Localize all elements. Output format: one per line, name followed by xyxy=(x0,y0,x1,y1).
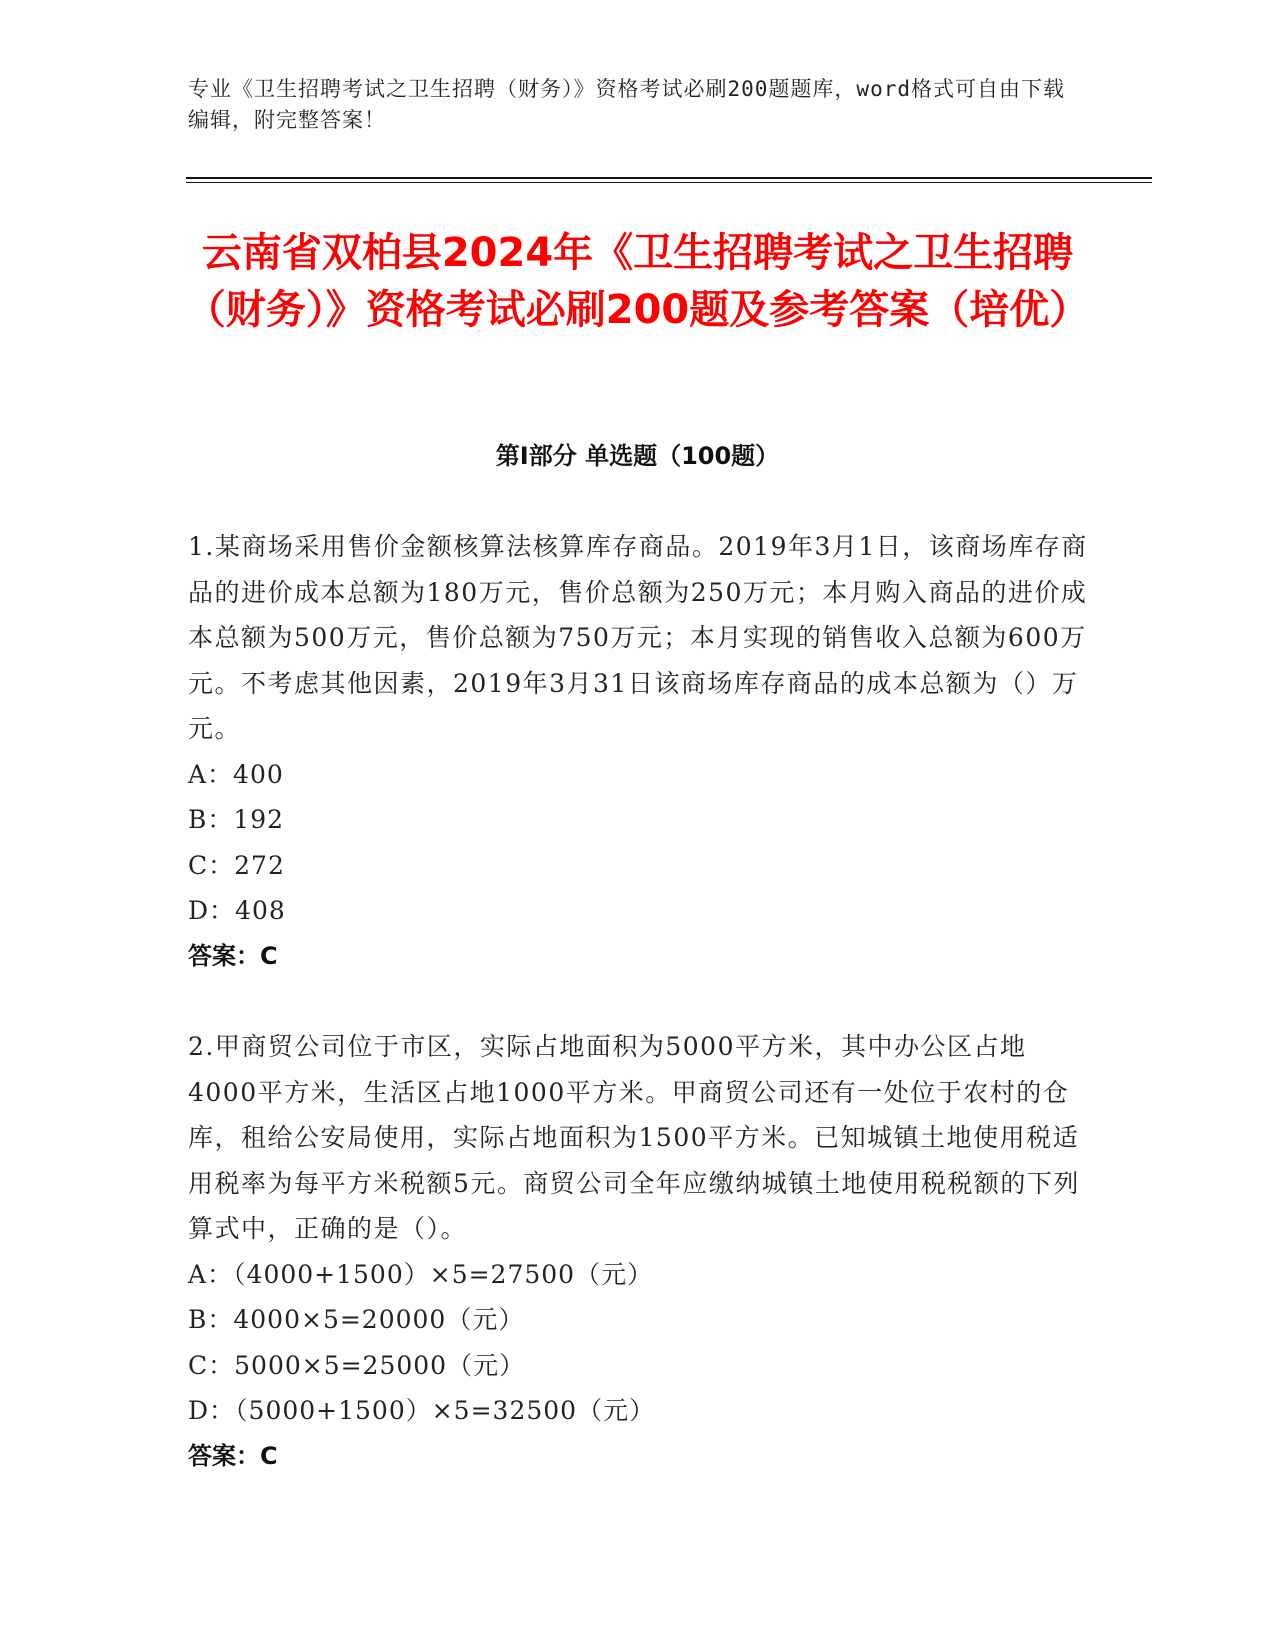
option-d: D：408 xyxy=(188,896,286,925)
document-title: 云南省双柏县2024年《卫生招聘考试之卫生招聘（财务）》资格考试必刷200题及参考答案（培优） xyxy=(185,230,1090,333)
option-c: C：272 xyxy=(188,850,285,880)
header-note: 专业《卫生招聘考试之卫生招聘（财务）》资格考试必刷200题题库，word格式可自由下载编辑，附完整答案！ xyxy=(188,77,1065,132)
answer: 答案：C xyxy=(188,1441,278,1470)
option-b: B：4000×5=20000（元） xyxy=(188,1305,525,1334)
question-1 xyxy=(188,524,1088,979)
header-divider-thick xyxy=(186,177,1152,179)
question-2 xyxy=(188,1024,1088,1479)
question-stem: 2.甲商贸公司位于市区，实际占地面积为5000平方米，其中办公区占地4000平方米，生活区占地1000平方米。甲商贸公司还有一处位于农村的仓库，租给公安局使用，实际占地面积为1500平方米。已知城镇土地使用税适用税率为每平方米税额5元。商贸公司全年应缴纳城镇土地使用税税额的下列算式中，正确的是（）。 xyxy=(188,1032,1080,1243)
option-a: A：400 xyxy=(188,759,284,789)
section-title: 第I部分 单选题（100题） xyxy=(495,442,780,470)
header-divider-thin xyxy=(186,182,1152,183)
answer: 答案：C xyxy=(188,941,278,970)
option-a: A：（4000+1500）×5=27500（元） xyxy=(188,1259,654,1289)
option-c: C：5000×5=25000（元） xyxy=(188,1350,526,1380)
question-stem: 1.某商场采用售价金额核算法核算库存商品。2019年3月1日，该商场库存商品的进价成本总额为180万元，售价总额为250万元；本月购入商品的进价成本总额为500万元，售价总额为750万元；本月实现的销售收入总额为600万元。不考虑其他因素，2019年3月31日该商场库存商品的成本总额为（）万元。 xyxy=(188,532,1088,743)
option-b: B：192 xyxy=(188,805,285,834)
option-d: D：（5000+1500）×5=32500（元） xyxy=(188,1396,656,1425)
